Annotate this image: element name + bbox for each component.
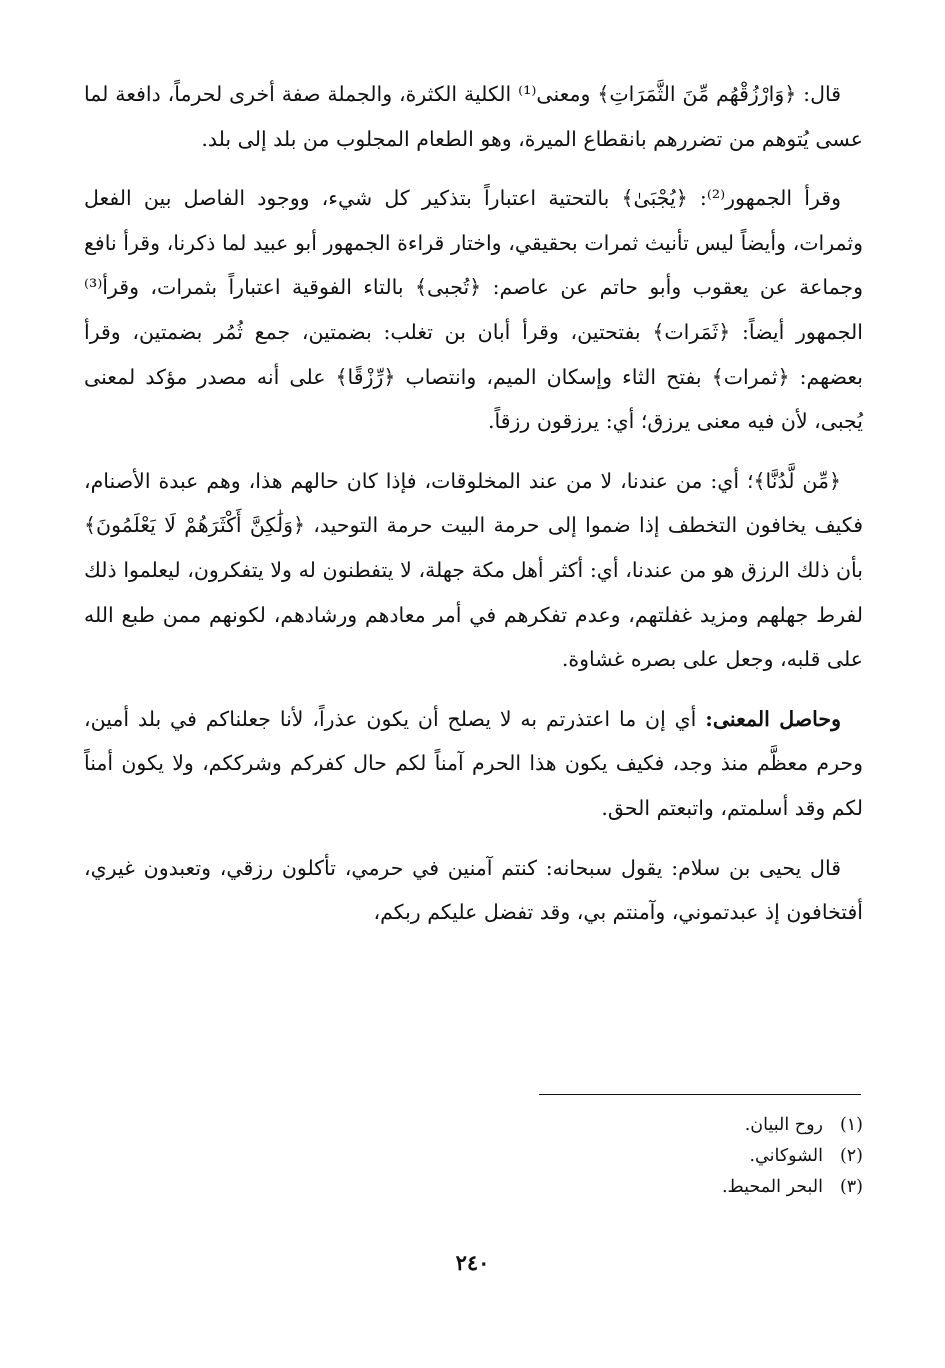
main-text [84,72,863,950]
footnote-number: (٣) [839,1177,863,1197]
paragraph-text: وقرأ الجمهور⁽²⁾: ﴿يُجْبَىٰ﴾ بالتحتية اعتباراً بتذكير كل شيء، ووجود الفاصل بين الفعل وثمرات، وأيضاً ليس تأنيث ثمرات بحقيقي، واختار قراءة الجمهور أبو عبيد لما ذكرنا، وقرأ نافع وجماعة عن يعقوب وأبو حاتم عن عاصم: ﴿تُجبى﴾ بالتاء الفوقية اعتباراً بثمرات، وقرأ⁽³⁾ الجمهور أيضاً: ﴿ثَمَرات﴾ بفتحتين، وقرأ أبان بن تغلب: بضمتين، جمع ثُمُر بضمتين، وقرأ بعضهم: ﴿ثمرات﴾ بفتح الثاء وإسكان الميم، وانتصاب ﴿رِّزْقًا﴾ على أنه مصدر مؤكد لمعنى يُجبى، لأن فيه معنى يرزق؛ أي: يرزقون رزقاً. [84,186,863,434]
page-number: ٢٤٠ [455,1250,490,1275]
footnote-number: (١) [839,1115,863,1135]
paragraph [84,846,863,935]
footnote-text: روح البيان. [744,1115,823,1135]
paragraph-text: قال يحيى بن سلام: يقول سبحانه: كنتم آمنين في حرمي، تأكلون رزقي، وتعبدون غيري، أفتخافون إذ عبدتموني، وآمنتم بي، وقد تفضل عليكم ربكم، [84,855,863,925]
footnote-item [463,1172,863,1203]
footnote-item [463,1110,863,1141]
paragraph [84,459,863,682]
paragraph [84,176,863,444]
footnote-text: الشوكاني. [749,1146,823,1166]
footnotes [463,1110,863,1203]
paragraph-text: أي إن ما اعتذرتم به لا يصلح أن يكون عذراً، لأنا جعلناكم في بلد أمين، وحرم معظَّم منذ وجد، فكيف يكون هذا الحرم آمناً لكم حال كفركم وشرككم، ولا يكون أمناً لكم وقد أسلمتم، واتبعتم الحق. [84,706,863,820]
footnote-text: البحر المحيط. [721,1177,823,1197]
paragraph [84,72,863,161]
footnote-item [463,1141,863,1172]
footnote-divider [539,1094,861,1095]
paragraph-text: قال: ﴿وَارْزُقْهُم مِّنَ الثَّمَرَاتِ﴾ ومعنى⁽¹⁾ الكلية الكثرة، والجملة صفة أخرى لحرماً، دافعة لما عسى يُتوهم من تضررهم بانقطاع الميرة، وهو الطعام المجلوب من بلد إلى بلد. [84,82,863,151]
footnote-number: (٢) [839,1146,863,1166]
paragraph [84,697,863,831]
paragraph-text: ﴿مِّن لَّدُنَّا﴾؛ أي: من عندنا، لا من عند المخلوقات، فإذا كان حالهم هذا، وهم عبدة الأصنام، فكيف يخافون التخطف إذا ضموا إلى حرمة البيت حرمة التوحيد، ﴿وَلَٰكِنَّ أَكْثَرَهُمْ لَا يَعْلَمُونَ﴾ بأن ذلك الرزق هو من عندنا، أي: أكثر أهل مكة جهلة، لا يتفطنون له ولا يتفكرون، ليعلموا ذلك لفرط جهلهم ومزيد غفلتهم، وعدم تفكرهم في أمر معادهم ورشادهم، لكونهم ممن طبع الله على قلبه، وجعل على بصره غشاوة. [84,468,863,672]
paragraph-lead: وحاصل المعنى: [705,706,841,731]
